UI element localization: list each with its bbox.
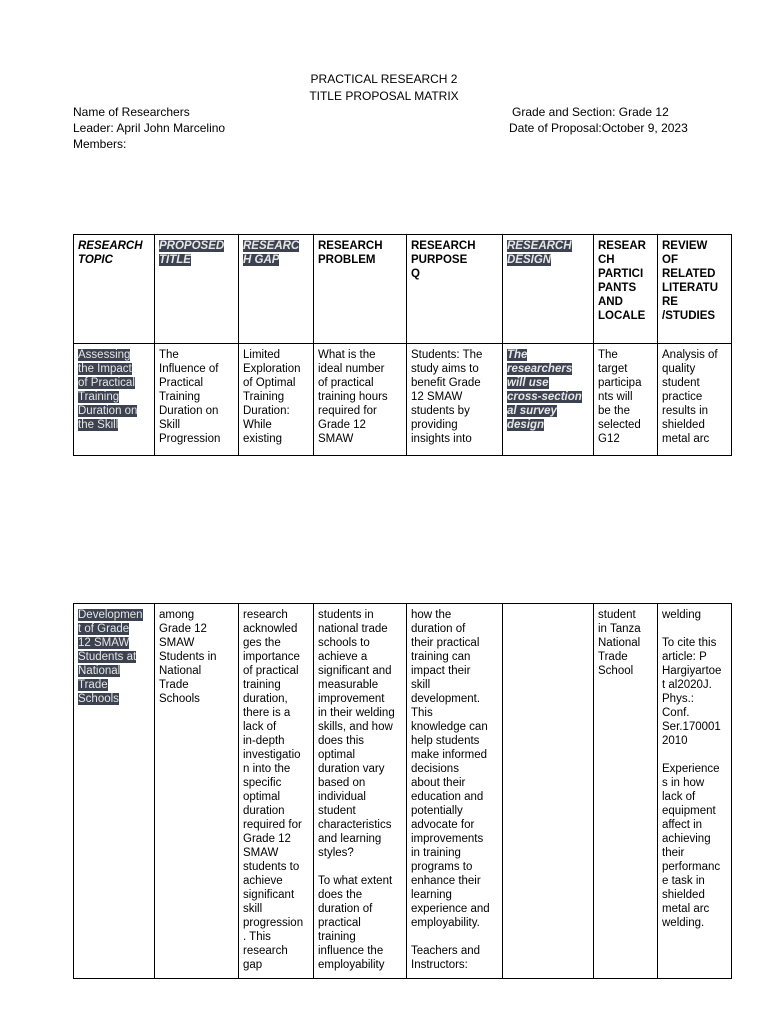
header-research-gap: RESEARC H GAP bbox=[243, 240, 300, 266]
cell-research-topic-cont bbox=[74, 604, 155, 979]
research-purpose-cont-text: how the duration of their practical training can impact their skill development. This knowledge can help students make informed decisions about their education and potentially advocate for improvements in training programs to enhance their learning experience and employability. Teachers and Instructors: bbox=[411, 609, 490, 971]
research-purpose-text: Students: The study aims to benefit Grade 12 SMAW students by providing insights into bbox=[411, 349, 483, 445]
cell-proposed-title-cont bbox=[155, 604, 239, 979]
cell-research-purpose-cont bbox=[407, 604, 503, 979]
header-review-literature: REVIEW OF RELATED LITERATU RE /STUDIES bbox=[662, 240, 719, 322]
research-problem-cont-text: students in national trade schools to achieve a significant and measurable improvement in their welding skills, and how does this optimal duration vary based on individual student characteristics and learning styles? To what extent does the duration of practical training influence the employability bbox=[318, 609, 395, 971]
header-proposed-title: PROPOSED TITLE bbox=[159, 240, 225, 266]
table-header-row bbox=[74, 235, 732, 344]
cell-research-design bbox=[503, 344, 594, 456]
header-research-topic: RESEARCH TOPIC bbox=[78, 240, 143, 266]
header-research-purpose: RESEARCH PURPOSE Q bbox=[411, 240, 476, 280]
header-research-design: RESEARCH DESIGN bbox=[507, 240, 572, 266]
header-participants-locale: RESEAR CH PARTICI PANTS AND LOCALE bbox=[598, 240, 646, 322]
research-topic-text: Assessing the Impact of Practical Training Duration on the Skill bbox=[78, 349, 138, 431]
cell-participants-locale bbox=[594, 344, 658, 456]
proposed-title-cont-text: among Grade 12 SMAW Students in National Trade Schools bbox=[159, 609, 217, 705]
review-literature-text: Analysis of quality student practice results in shielded metal arc bbox=[662, 349, 718, 445]
grade-section: Grade and Section: Grade 12 bbox=[512, 105, 669, 119]
cell-review-literature-cont bbox=[658, 604, 732, 979]
cell-research-purpose bbox=[407, 344, 503, 456]
header-cell-research-gap bbox=[239, 235, 314, 344]
proposal-matrix-table-2 bbox=[73, 603, 732, 979]
proposal-matrix-table-1 bbox=[73, 234, 732, 456]
cell-research-problem bbox=[314, 344, 407, 456]
header-cell-research-problem bbox=[314, 235, 407, 344]
participants-locale-cont-text: student in Tanza National Trade School bbox=[598, 609, 641, 677]
table-row bbox=[74, 344, 732, 456]
header-cell-research-topic bbox=[74, 235, 155, 344]
cell-research-gap bbox=[239, 344, 314, 456]
members-line: Members: bbox=[73, 137, 127, 151]
proposed-title-text: The Influence of Practical Training Duration on Skill Progression bbox=[159, 349, 221, 445]
review-literature-cont-text: welding To cite this article: P Hargiyartoe t al2020J. Phys.: Conf. Ser.170001 2010 Experience s in how lack of equipment affect in achieving their performanc e task in shielded metal arc welding. bbox=[662, 609, 722, 929]
proposal-date: Date of Proposal:October 9, 2023 bbox=[509, 121, 688, 135]
cell-research-problem-cont bbox=[314, 604, 407, 979]
cell-review-literature bbox=[658, 344, 732, 456]
header-cell-review-literature bbox=[658, 235, 732, 344]
cell-participants-locale-cont bbox=[594, 604, 658, 979]
header-research-problem: RESEARCH PROBLEM bbox=[318, 240, 383, 266]
document-title: PRACTICAL RESEARCH 2 bbox=[310, 72, 458, 86]
cell-research-gap-cont bbox=[239, 604, 314, 979]
header-cell-proposed-title bbox=[155, 235, 239, 344]
research-design-text: The researchers will use cross-section al survey design bbox=[507, 349, 582, 431]
table-row bbox=[74, 604, 732, 979]
document-subtitle: TITLE PROPOSAL MATRIX bbox=[309, 89, 459, 103]
leader-line: Leader: April John Marcelino bbox=[73, 121, 226, 135]
cell-research-design-cont bbox=[503, 604, 594, 979]
header-cell-participants-locale bbox=[594, 235, 658, 344]
research-topic-cont-text: Developmen t of Grade 12 SMAW Students at National Trade Schools bbox=[78, 609, 143, 705]
cell-research-topic bbox=[74, 344, 155, 456]
header-cell-research-purpose bbox=[407, 235, 503, 344]
research-gap-text: Limited Exploration of Optimal Training Duration: While existing bbox=[243, 349, 301, 445]
cell-proposed-title bbox=[155, 344, 239, 456]
research-problem-text: What is the ideal number of practical training hours required for Grade 12 SMAW bbox=[318, 349, 388, 445]
participants-locale-text: The target participa nts will be the selected G12 bbox=[598, 349, 642, 445]
researchers-label: Name of Researchers bbox=[73, 105, 190, 119]
header-cell-research-design bbox=[503, 235, 594, 344]
research-gap-cont-text: research acknowled ges the importance of practical training duration, there is a lack of in-depth investigatio n into the specific optimal duration required for Grade 12 SMAW students to achieve significant skill progression . This research gap bbox=[243, 609, 304, 971]
